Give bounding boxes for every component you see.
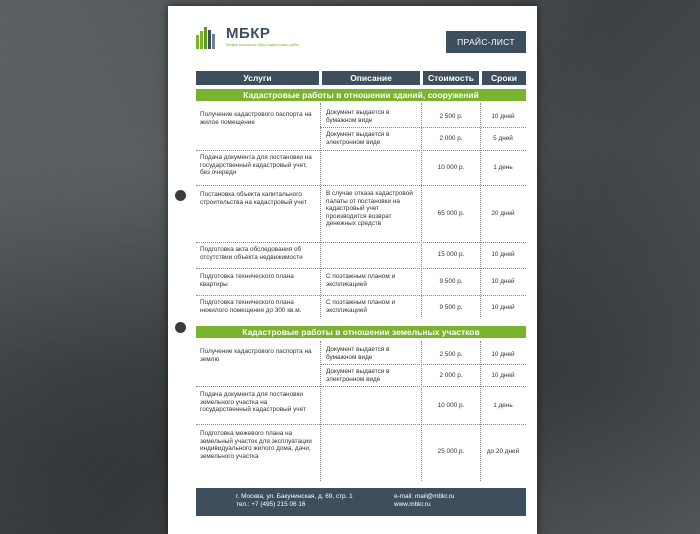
grid-line <box>480 341 481 481</box>
service-cell: Подача документа для постановки земельного участка на государственный кадастровый учет <box>200 391 306 414</box>
footer-site-link[interactable]: www.mbkr.ru <box>394 501 431 508</box>
price-list-badge: ПРАЙС-ЛИСТ <box>446 31 526 53</box>
description-cell: С поэтажным планом и экспликацией <box>326 273 396 288</box>
description-cell: Документ выдается в бумажном виде <box>326 346 390 361</box>
grid-line <box>196 150 526 151</box>
term-cell: 10 дней <box>491 351 515 358</box>
term-cell: 20 дней <box>491 210 515 217</box>
price-cell: 10 000 р. <box>437 402 465 409</box>
grid-line <box>320 127 526 128</box>
term-cell: 10 дней <box>491 372 515 379</box>
service-cell: Подготовка технического плана нежилого помещения до 300 кв.м. <box>200 299 302 314</box>
service-cell: Получение кадастрового паспорта на землю <box>200 348 312 363</box>
service-cell: Подготовка межевого плана на земельный участок для эксплуатации индивидуального жилого дома, дачи, земельного участка <box>200 430 312 460</box>
grid-line <box>196 242 526 243</box>
price-cell: 2 000 р. <box>439 372 463 379</box>
logo-subtitle: Межрегиональное бюро кадастровых работ <box>226 43 300 47</box>
section-buildings-title: Кадастровые работы в отношении зданий, сооружений <box>196 89 526 101</box>
grid-line <box>320 341 321 481</box>
grid-line <box>196 386 526 387</box>
term-cell: 10 дней <box>491 278 515 285</box>
company-logo <box>196 27 326 57</box>
description-cell: В случае отказа кадастровой палаты от постановки на кадастровый учет производится возврат денежных средств <box>326 190 413 228</box>
column-header-description: Описание <box>322 71 420 85</box>
price-cell: 2 500 р. <box>439 351 463 358</box>
column-header-services: Услуги <box>196 71 319 85</box>
service-cell: Подготовка акта обследования об отсутствии объекта недвижимости <box>200 246 303 261</box>
term-cell: 10 дней <box>491 113 515 120</box>
description-cell: Документ выдается в электронном виде <box>326 368 390 383</box>
footer-phone: тел.: +7 (495) 215 06 16 <box>236 501 306 508</box>
grid-line <box>196 268 526 269</box>
price-cell: 10 000 р. <box>437 164 465 171</box>
term-cell: до 20 дней <box>486 448 520 455</box>
price-cell: 25 000 р. <box>437 448 465 455</box>
footer-email-link[interactable]: e-mail: mail@mbkr.ru <box>394 493 455 500</box>
service-cell: Подача документа для постановки на государственный кадастровый учет, без очереди <box>200 154 312 177</box>
grid-line <box>196 295 526 296</box>
section-land-title: Кадастровые работы в отношении земельных участков <box>196 326 526 338</box>
price-cell: 9 500 р. <box>439 278 463 285</box>
contact-footer <box>196 488 526 516</box>
term-cell: 10 дней <box>491 304 515 311</box>
service-cell: Постановка объекта капитального строительства на кадастровый учет <box>200 191 307 206</box>
grid-line <box>196 424 526 425</box>
service-cell: Получение кадастрового паспорта на жилое помещение <box>200 111 312 126</box>
logo-name: МБКР <box>226 25 271 42</box>
grid-line <box>196 185 526 186</box>
price-cell: 2 000 р. <box>439 135 463 142</box>
term-cell: 1 день <box>493 402 513 409</box>
footer-address-block <box>236 493 353 509</box>
service-cell: Подготовка технического плана квартиры <box>200 273 294 288</box>
price-cell: 65 000 р. <box>437 210 465 217</box>
footer-address: г. Москва, ул. Бакунинская, д. 69, стр. 1 <box>236 493 353 500</box>
term-cell: 1 день <box>493 164 513 171</box>
price-cell: 15 000 р. <box>437 251 465 258</box>
description-cell: Документ выдается в бумажном виде <box>326 109 390 124</box>
grid-line <box>421 341 422 481</box>
column-header-price: Стоимость <box>423 71 479 85</box>
description-cell: Документ выдается в электронном виде <box>326 131 390 146</box>
grid-line <box>320 364 526 365</box>
binder-hole-top <box>175 190 186 201</box>
price-cell: 2 500 р. <box>439 113 463 120</box>
grid-line <box>320 103 321 317</box>
binder-hole-bottom <box>175 322 186 333</box>
logo-bars-icon <box>196 27 218 49</box>
footer-contacts-block <box>394 493 454 509</box>
term-cell: 10 дней <box>491 251 515 258</box>
column-header-term: Сроки <box>482 71 526 85</box>
term-cell: 5 дней <box>493 135 513 142</box>
price-cell: 9 500 р. <box>439 304 463 311</box>
description-cell: С поэтажным планом и экспликацией <box>326 299 396 314</box>
